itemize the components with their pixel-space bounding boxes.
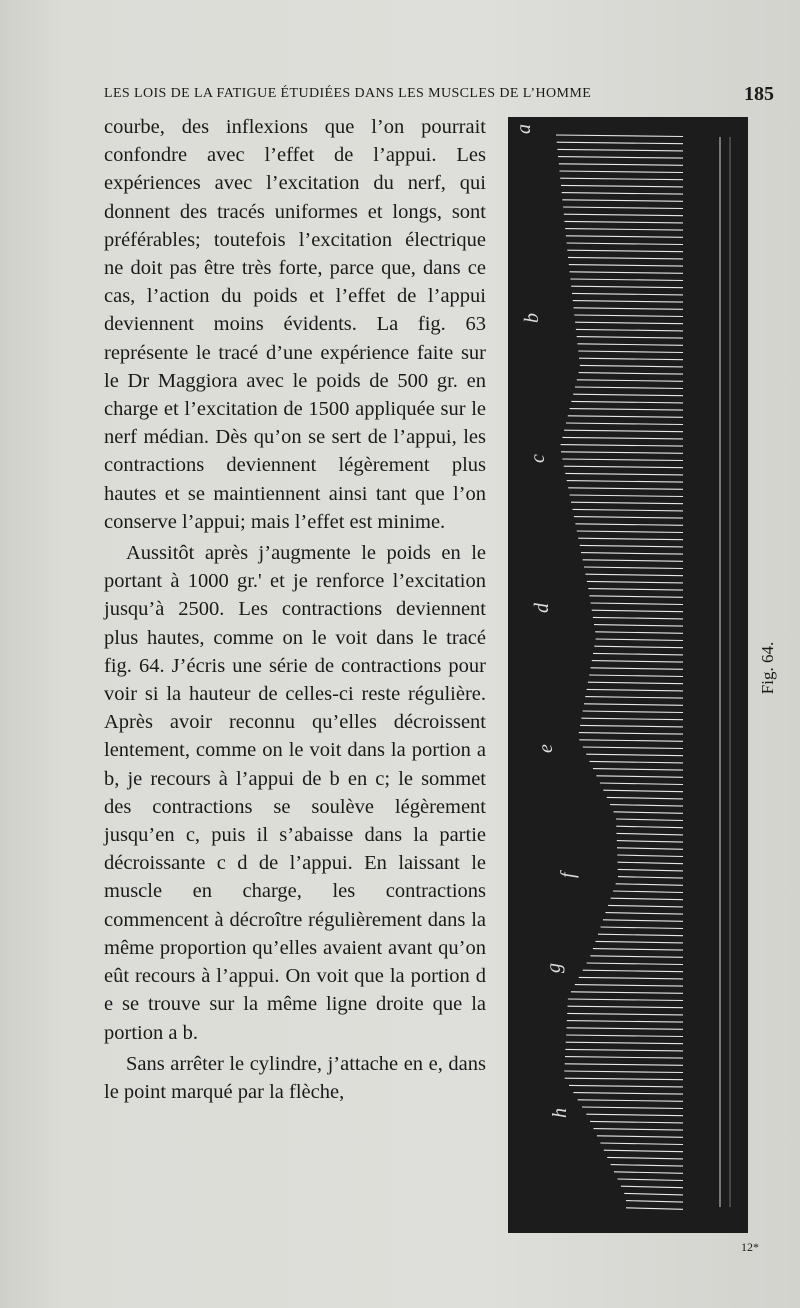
contraction-stroke: [614, 1172, 683, 1174]
contraction-stroke: [577, 337, 683, 339]
contraction-stroke: [564, 430, 683, 432]
contraction-stroke: [587, 581, 683, 583]
contraction-stroke: [570, 495, 683, 497]
contraction-stroke: [590, 1121, 683, 1123]
contraction-stroke: [564, 214, 683, 216]
contraction-stroke: [566, 1042, 683, 1044]
contraction-stroke: [586, 754, 683, 756]
contraction-stroke: [608, 905, 683, 907]
contraction-stroke: [583, 711, 683, 713]
contraction-stroke: [574, 315, 683, 317]
contraction-stroke: [579, 733, 683, 735]
contraction-stroke: [596, 776, 683, 778]
contraction-stroke: [567, 1013, 683, 1015]
contraction-stroke: [593, 949, 683, 951]
contraction-stroke: [574, 308, 684, 310]
contraction-stroke: [614, 812, 684, 814]
contraction-stroke: [578, 344, 684, 346]
contraction-stroke: [565, 229, 683, 231]
contraction-stroke: [566, 423, 683, 425]
contraction-stroke: [565, 1064, 683, 1066]
contraction-stroke: [570, 279, 683, 281]
contraction-stroke: [567, 250, 683, 252]
contraction-stroke: [611, 898, 683, 900]
contraction-stroke: [562, 437, 683, 439]
contraction-stroke: [581, 718, 683, 720]
contraction-stroke: [616, 819, 683, 821]
contraction-stroke: [583, 747, 683, 749]
contraction-stroke: [592, 610, 683, 612]
contraction-stroke: [579, 373, 683, 375]
figure-caption: [760, 630, 790, 710]
paragraph-3: Sans arrêter le cylindre, j’attache en e, dans le point marqué par la flèche,: [104, 1052, 486, 1103]
contraction-stroke: [568, 488, 683, 490]
contraction-stroke: [567, 243, 683, 245]
contraction-stroke: [603, 920, 683, 922]
contraction-stroke: [578, 351, 683, 353]
contraction-stroke: [586, 1114, 683, 1116]
contraction-stroke: [564, 466, 683, 468]
contraction-stroke: [600, 783, 683, 785]
contraction-stroke: [564, 1071, 683, 1073]
contraction-stroke: [574, 517, 683, 519]
contraction-stroke: [557, 142, 683, 144]
contraction-stroke: [581, 553, 683, 555]
paragraph-2: Aussitôt après j’augmente le poids en le portant à 1000 gr.' et je renforce l’excitation jusqu’à 2500. Les contractions deviennent plus hautes, comme on le voit dans le tracé fig. 64. J’écris une série de contractions pour voir si la hauteur de celles-ci reste régulière. Après avoir reconnu qu’elles décroissent lentement, comme on le voit dans la portion a b, je recours à l’appui de b en c; le sommet des contractions se soulève légèrement jusqu’en c, puis il s’abaisse dans la partie décroissante c d de l’appui. En laissant le muscle en charge, les contractions commencent à décroître régulièrement dans la même proportion qu’elles avaient avant qu’on eût recours à l’appui. On voit que la portion d e se trouve sur la même ligne droite que la portion a b.: [104, 542, 486, 1044]
contraction-stroke: [563, 207, 683, 209]
contraction-stroke: [557, 149, 683, 151]
contraction-stroke: [590, 761, 683, 763]
contraction-stroke: [601, 927, 684, 929]
contraction-stroke: [571, 502, 683, 504]
contraction-stroke: [565, 1078, 683, 1080]
contraction-stroke: [618, 869, 683, 871]
running-head: LES LOIS DE LA FATIGUE ÉTUDIÉES DANS LES MUSCLES DE L’HOMME: [104, 86, 592, 101]
contraction-stroke: [568, 999, 683, 1001]
contraction-stroke: [565, 473, 683, 475]
contraction-stroke: [575, 524, 683, 526]
contraction-stroke: [591, 603, 683, 605]
contraction-stroke: [575, 387, 683, 389]
figure-letter-f: f: [557, 872, 579, 878]
contraction-stroke: [576, 329, 683, 331]
contraction-stroke: [593, 769, 683, 771]
contraction-stroke: [617, 855, 683, 857]
contraction-stroke: [562, 459, 683, 461]
contraction-stroke: [568, 257, 683, 259]
contraction-stroke: [610, 805, 683, 807]
contraction-stroke: [570, 409, 683, 411]
contraction-stroke: [584, 567, 683, 569]
figure-letter-d: d: [531, 603, 553, 613]
contraction-stroke: [588, 589, 683, 591]
contraction-stroke: [617, 833, 684, 835]
contraction-stroke: [597, 1136, 683, 1138]
contraction-stroke: [573, 301, 683, 303]
contraction-stroke: [611, 1165, 683, 1167]
figure-letter-c: c: [527, 454, 549, 463]
contraction-stroke: [594, 646, 683, 648]
myograph-tracing: [508, 117, 748, 1233]
contraction-stroke: [562, 193, 683, 195]
contraction-stroke: [571, 401, 683, 403]
figure-letter-b: b: [521, 313, 543, 323]
contraction-stroke: [570, 272, 683, 274]
contraction-stroke: [583, 970, 683, 972]
contraction-stroke: [590, 956, 683, 958]
contraction-stroke: [560, 171, 684, 173]
contraction-stroke: [559, 164, 683, 166]
contraction-stroke: [583, 560, 683, 562]
contraction-stroke: [598, 934, 683, 936]
printer-signature: 12*: [741, 1240, 759, 1254]
contraction-stroke: [572, 293, 683, 295]
contraction-stroke: [565, 1049, 683, 1051]
contraction-stroke: [585, 574, 683, 576]
contraction-stroke: [587, 689, 683, 691]
contraction-stroke: [580, 545, 683, 547]
contraction-stroke: [573, 509, 684, 511]
contraction-stroke: [577, 380, 683, 382]
contraction-stroke: [624, 1193, 683, 1195]
contraction-stroke: [568, 416, 683, 418]
contraction-stroke: [578, 1100, 683, 1102]
contraction-stroke: [594, 1129, 684, 1131]
contraction-stroke: [571, 286, 683, 288]
figure-letter-g: g: [543, 963, 565, 973]
figure-letter-h: h: [549, 1108, 571, 1118]
contraction-stroke: [606, 913, 684, 915]
contraction-stroke: [584, 704, 683, 706]
contraction-stroke: [613, 891, 683, 893]
contraction-stroke: [573, 1093, 683, 1095]
contraction-stroke: [594, 625, 683, 627]
contraction-stroke: [569, 265, 683, 267]
contraction-stroke: [600, 1143, 683, 1145]
contraction-stroke: [587, 963, 683, 965]
contraction-stroke: [571, 992, 683, 994]
contraction-stroke: [593, 617, 683, 619]
contraction-stroke: [592, 661, 683, 663]
contraction-stroke: [565, 1057, 683, 1059]
contraction-stroke: [617, 848, 683, 850]
contraction-stroke: [568, 1006, 684, 1008]
contraction-stroke: [579, 740, 683, 742]
contraction-stroke: [560, 178, 683, 180]
contraction-stroke: [607, 797, 683, 799]
contraction-stroke: [585, 697, 683, 699]
contraction-stroke: [561, 452, 683, 454]
contraction-stroke: [556, 135, 683, 137]
contraction-stroke: [621, 1186, 683, 1188]
contraction-stroke: [577, 531, 683, 533]
contraction-stroke: [593, 653, 683, 655]
contraction-stroke: [566, 236, 683, 238]
contraction-stroke: [595, 632, 683, 634]
contraction-stroke: [573, 394, 683, 396]
contraction-stroke: [567, 1028, 684, 1030]
contraction-stroke: [565, 221, 684, 223]
contraction-stroke: [626, 1208, 683, 1210]
contraction-stroke: [567, 481, 683, 483]
contraction-stroke: [561, 445, 683, 447]
contraction-stroke: [566, 1035, 683, 1037]
contraction-stroke: [604, 1150, 683, 1152]
contraction-stroke: [588, 682, 683, 684]
contraction-stroke: [578, 538, 683, 540]
paragraph-1: courbe, des inflexions que l’on pourrait confondre avec l’effet de l’appui. Les expériences avec l’excitation du nerf, qui donnent des tracés uniformes et longs, sont préférables; toutefois l’excitation électrique ne doit pas être très forte, parce que, dans ce cas, l’action du poids et l’effet de l’appui deviennent moins évidents. La fig. 63 représente le tracé d’une expérience faite sur le Dr Maggiora avec le poids de 500 gr. en charge et l’excitation de 1500 appliquée sur le nerf médian. Dès qu’on se sert de l’appui, les contractions deviennent légèrement plus hautes et se maintiennent ainsi tant que l’on conserve l’appui; mais l’effet est minime.: [104, 116, 486, 533]
contraction-stroke: [589, 596, 683, 598]
contraction-stroke: [603, 790, 683, 792]
body-text: [104, 113, 486, 1106]
figure-64-tracing: [508, 117, 748, 1233]
contraction-stroke: [616, 884, 683, 886]
contraction-stroke: [626, 1201, 683, 1203]
figure-letter-e: e: [535, 744, 557, 753]
contraction-stroke: [562, 200, 683, 202]
figure-caption-text: Fig. 64.: [758, 641, 778, 695]
contraction-stroke: [591, 668, 684, 670]
contraction-stroke: [558, 157, 683, 159]
contraction-stroke: [575, 985, 683, 987]
contraction-stroke: [575, 322, 683, 324]
contraction-stroke: [618, 862, 684, 864]
figure-letter-a: a: [513, 124, 535, 134]
contraction-stroke: [596, 941, 684, 943]
contraction-stroke: [579, 358, 683, 360]
contraction-stroke: [580, 365, 683, 367]
contraction-stroke: [618, 877, 683, 879]
contraction-stroke: [607, 1157, 683, 1159]
contraction-stroke: [617, 841, 683, 843]
contraction-stroke: [569, 1085, 683, 1087]
page-number: 185: [744, 83, 774, 105]
contraction-stroke: [567, 1021, 683, 1023]
contraction-stroke: [579, 977, 683, 979]
contraction-stroke: [596, 639, 683, 641]
contraction-stroke: [589, 675, 683, 677]
contraction-stroke: [580, 725, 683, 727]
contraction-stroke: [618, 1179, 684, 1181]
contraction-stroke: [582, 1107, 683, 1109]
contraction-stroke: [616, 826, 683, 828]
contraction-stroke: [561, 185, 683, 187]
